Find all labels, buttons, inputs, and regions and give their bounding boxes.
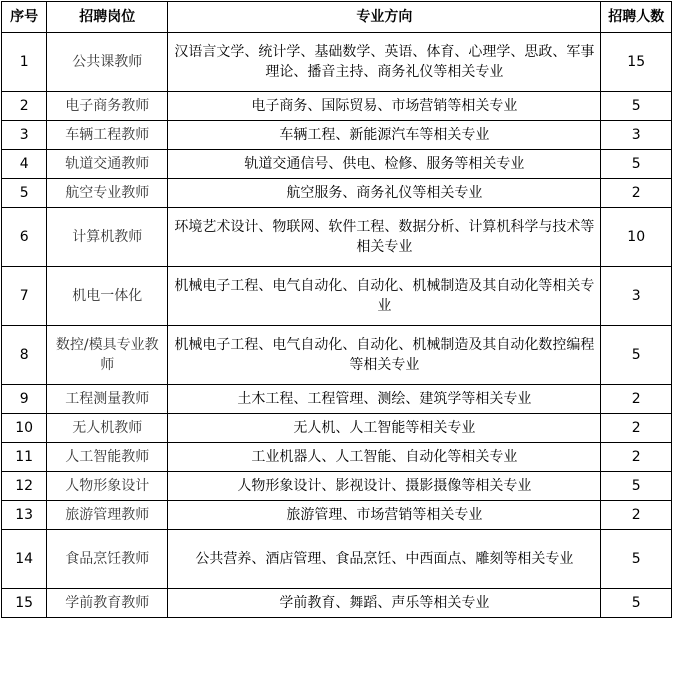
cell-position: 学前教育教师 (47, 589, 168, 618)
cell-no: 13 (2, 501, 47, 530)
table-header-row (2, 2, 672, 33)
cell-position: 车辆工程教师 (47, 121, 168, 150)
cell-position: 航空专业教师 (47, 179, 168, 208)
cell-count: 5 (601, 92, 672, 121)
cell-direction: 无人机、人工智能等相关专业 (168, 414, 601, 443)
cell-direction: 人物形象设计、影视设计、摄影摄像等相关专业 (168, 472, 601, 501)
table-row (2, 589, 672, 618)
cell-no: 3 (2, 121, 47, 150)
cell-no: 8 (2, 326, 47, 385)
cell-count: 2 (601, 385, 672, 414)
table-row (2, 121, 672, 150)
cell-direction: 轨道交通信号、供电、检修、服务等相关专业 (168, 150, 601, 179)
cell-count: 3 (601, 267, 672, 326)
cell-direction: 机械电子工程、电气自动化、自动化、机械制造及其自动化数控编程等相关专业 (168, 326, 601, 385)
cell-position: 公共课教师 (47, 33, 168, 92)
header-direction: 专业方向 (168, 2, 601, 33)
cell-count: 5 (601, 150, 672, 179)
table-row (2, 414, 672, 443)
header-position: 招聘岗位 (47, 2, 168, 33)
cell-position: 食品烹饪教师 (47, 530, 168, 589)
table-row (2, 267, 672, 326)
cell-direction: 公共营养、酒店管理、食品烹饪、中西面点、雕刻等相关专业 (168, 530, 601, 589)
table-row (2, 472, 672, 501)
cell-direction: 汉语言文学、统计学、基础数学、英语、体育、心理学、思政、军事理论、播音主持、商务礼仪等相关专业 (168, 33, 601, 92)
cell-direction: 环境艺术设计、物联网、软件工程、数据分析、计算机科学与技术等相关专业 (168, 208, 601, 267)
cell-count: 3 (601, 121, 672, 150)
cell-count: 2 (601, 414, 672, 443)
cell-count: 2 (601, 179, 672, 208)
cell-no: 14 (2, 530, 47, 589)
table-body (2, 33, 672, 618)
cell-direction: 电子商务、国际贸易、市场营销等相关专业 (168, 92, 601, 121)
cell-position: 计算机教师 (47, 208, 168, 267)
cell-direction: 机械电子工程、电气自动化、自动化、机械制造及其自动化等相关专业 (168, 267, 601, 326)
header-count: 招聘人数 (601, 2, 672, 33)
cell-position: 数控/模具专业教师 (47, 326, 168, 385)
cell-no: 5 (2, 179, 47, 208)
recruitment-table (1, 1, 672, 618)
cell-position: 电子商务教师 (47, 92, 168, 121)
cell-no: 12 (2, 472, 47, 501)
cell-direction: 土木工程、工程管理、测绘、建筑学等相关专业 (168, 385, 601, 414)
cell-position: 人工智能教师 (47, 443, 168, 472)
cell-position: 人物形象设计 (47, 472, 168, 501)
cell-no: 4 (2, 150, 47, 179)
cell-no: 2 (2, 92, 47, 121)
cell-no: 1 (2, 33, 47, 92)
cell-count: 15 (601, 33, 672, 92)
table-row (2, 208, 672, 267)
cell-count: 10 (601, 208, 672, 267)
cell-no: 9 (2, 385, 47, 414)
header-no: 序号 (2, 2, 47, 33)
table-row (2, 179, 672, 208)
table-row (2, 326, 672, 385)
cell-position: 机电一体化 (47, 267, 168, 326)
cell-no: 6 (2, 208, 47, 267)
cell-count: 5 (601, 472, 672, 501)
cell-direction: 工业机器人、人工智能、自动化等相关专业 (168, 443, 601, 472)
table-row (2, 385, 672, 414)
cell-count: 2 (601, 501, 672, 530)
cell-direction: 航空服务、商务礼仪等相关专业 (168, 179, 601, 208)
table-row (2, 501, 672, 530)
cell-count: 2 (601, 443, 672, 472)
cell-no: 11 (2, 443, 47, 472)
cell-position: 轨道交通教师 (47, 150, 168, 179)
table-row (2, 92, 672, 121)
cell-count: 5 (601, 530, 672, 589)
cell-position: 无人机教师 (47, 414, 168, 443)
cell-count: 5 (601, 326, 672, 385)
cell-no: 15 (2, 589, 47, 618)
table-row (2, 530, 672, 589)
table-row (2, 150, 672, 179)
cell-direction: 旅游管理、市场营销等相关专业 (168, 501, 601, 530)
cell-no: 7 (2, 267, 47, 326)
cell-position: 工程测量教师 (47, 385, 168, 414)
table-row (2, 33, 672, 92)
cell-position: 旅游管理教师 (47, 501, 168, 530)
table-row (2, 443, 672, 472)
cell-count: 5 (601, 589, 672, 618)
cell-no: 10 (2, 414, 47, 443)
cell-direction: 学前教育、舞蹈、声乐等相关专业 (168, 589, 601, 618)
cell-direction: 车辆工程、新能源汽车等相关专业 (168, 121, 601, 150)
